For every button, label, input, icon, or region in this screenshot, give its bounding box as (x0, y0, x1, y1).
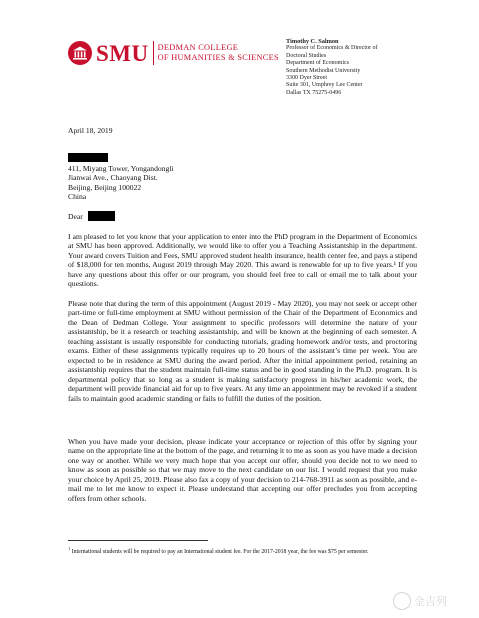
watermark-text: 金吉列 (414, 595, 447, 608)
smu-seal-icon (68, 41, 92, 65)
recipient-address (68, 164, 173, 202)
footnote-marker: 1 (68, 546, 71, 551)
sender-line: Suite 301, Umphrey Lee Center (286, 82, 363, 89)
sender-line: 3300 Dyer Street (286, 75, 327, 82)
footnote-text: International students will be required to pay an International student fee. For the 2017-2018 year, the fee was $75 per semester. (71, 548, 369, 555)
sender-name: Timothy C. Salmon (286, 38, 339, 45)
logo-divider (153, 41, 154, 65)
college-line-1: DEDMAN COLLEGE (157, 43, 239, 52)
footnote-divider (68, 540, 208, 541)
redacted-salutation-name (88, 211, 115, 221)
address-line: China (68, 192, 87, 202)
smu-logo-text: SMU (96, 40, 149, 66)
sender-address (286, 38, 377, 97)
sender-line: Doctoral Studies (286, 52, 327, 59)
footnote (68, 545, 417, 556)
watermark-logo-icon (393, 592, 411, 610)
college-name (158, 43, 279, 63)
sender-line: Southern Methodist University (286, 67, 361, 74)
watermark (393, 592, 447, 610)
college-line-2: OF HUMANITIES & SCIENCES (157, 53, 279, 62)
paragraph-2: Please note that during the term of this appointment (August 2019 - May 2020), you may not seek or accept other part-time or full-time employment at SMU without permission of the Chair of the Department of Economics and the Dean of Dedman College. Your assignment to specific professors will determine the nature of your assistantship, be it a research or teaching assistantship, and will be known at the beginning of each semester. A teaching assistant is usually responsible for conducting tutorials, grading homework and/or tests, and proctoring exams. Either of these assignments typically requires up to 20 hours of the assistant’s time per week. You are expected to be in residence at SMU during the award period. After the initial appointment period, retaining an assistantship requires that the student maintain full-time status and be in good standing in the Ph.D. program. It is departmental policy that so long as a student is making satisfactory progress in his/her academic work, the department will provide financial aid for up to five years. At any time an appointment may be revoked if a student fails to maintain good academic standing or fails to fulfill the duties of the position. (68, 299, 417, 403)
paragraph-3: When you have made your decision, please indicate your acceptance or rejection of this offer by signing your name on the appropriate line at the bottom of the page, and returning it to me as soon as you have made a decision one way or another. While we very much hope that you accept our offer, should you decide not to we need to know as soon as possible so that we may move to the next candidate on our list. I would request that you make your choice by April 25, 2019. Please also fax a copy of your decision to 214-768-3911 as soon as possible, and e-mail me to let me know to expect it. Please understand that accepting our offer precludes you from accepting offers from other schools. (68, 437, 417, 503)
sender-line: Dallas TX 75275-0496 (286, 89, 342, 96)
redacted-recipient-name (68, 153, 108, 162)
address-line: 411, Miyang Tower, Yongandongli (68, 164, 174, 173)
sender-line: Department of Economics (286, 60, 349, 67)
paragraph-1: I am pleased to let you know that your application to enter into the PhD program in the Department of Economics at SMU has been approved. Additionally, we would like to offer you a Teaching Assistantship in the department. Your award covers Tuition and Fees, SMU approved student health insurance, health center fee, and pays a stipend of $18,000 for ten months, August 2019 through May 2020. This award is renewable for up to five years.¹ If you have any questions about this offer or our program, you should feel free to call or email me to talk about your questions. (68, 232, 417, 289)
sender-line: Professor of Economics & Director of (286, 45, 378, 52)
address-line: Jianwai Ave., Chaoyang Dist. (68, 173, 158, 183)
letter-date: April 18, 2019 (68, 126, 113, 135)
smu-logo (68, 40, 279, 66)
salutation: Dear (68, 212, 83, 221)
address-line: Beijing, Beijing 100022 (68, 182, 142, 192)
